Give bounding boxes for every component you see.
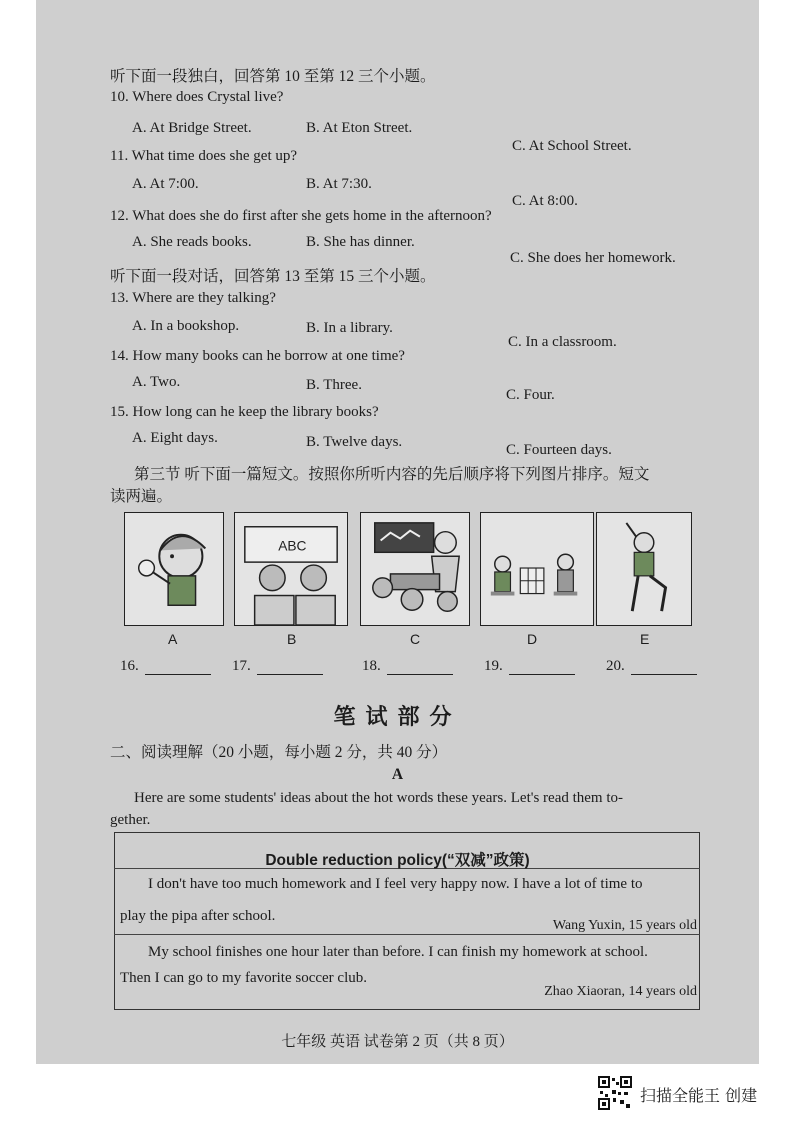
answer-blank-16[interactable]: 16. bbox=[120, 658, 211, 675]
answer-blank-20[interactable]: 20. bbox=[606, 658, 697, 675]
q10-option-c: C. At School Street. bbox=[512, 138, 632, 154]
q11-option-b: B. At 7:30. bbox=[306, 176, 372, 192]
section-intro-dialogue: 听下面一段对话，回答第 13 至第 15 三个小题。 bbox=[110, 268, 436, 285]
passage-letter: A bbox=[391, 766, 404, 783]
quote-1-cont: play the pipa after school. bbox=[120, 908, 276, 924]
q10-option-b: B. At Eton Street. bbox=[306, 120, 413, 136]
reading-header: 二、阅读理解（20 小题，每小题 2 分，共 40 分） bbox=[110, 744, 448, 761]
section-intro-monologue: 听下面一段独白，回答第 10 至第 12 三个小题。 bbox=[110, 68, 436, 85]
q11-option-a: A. At 7:00. bbox=[132, 176, 199, 192]
picture-label-a: A bbox=[168, 631, 178, 647]
question-11: 11. What time does she get up? bbox=[110, 148, 298, 164]
passage-intro-cont: gether. bbox=[110, 812, 151, 828]
written-section-title: 笔试部分 bbox=[333, 705, 462, 730]
answer-blank-17[interactable]: 17. bbox=[232, 658, 323, 675]
q14-option-b: B. Three. bbox=[306, 377, 362, 393]
quote-1: I don't have too much homework and I feel very happy now. I have a lot of time to bbox=[148, 876, 643, 892]
qr-code-icon bbox=[598, 1076, 632, 1110]
answer-blank-18[interactable]: 18. bbox=[362, 658, 453, 675]
quote-2-author: Zhao Xiaoran, 14 years old bbox=[544, 984, 697, 999]
picture-label-d: D bbox=[527, 631, 538, 647]
part3-instruction-cont: 读两遍。 bbox=[110, 488, 173, 505]
answer-blank-19[interactable]: 19. bbox=[484, 658, 575, 675]
part3-instruction: 第三节 听下面一篇短文。按照你所听内容的先后顺序将下列图片排序。短文 bbox=[134, 466, 650, 483]
scanner-watermark: 扫描全能王 创建 bbox=[640, 1086, 758, 1105]
exam-page bbox=[36, 0, 759, 1064]
question-10: 10. Where does Crystal live? bbox=[110, 89, 284, 105]
page-footer: 七年级 英语 试卷第 2 页（共 8 页） bbox=[281, 1034, 514, 1050]
q11-option-c: C. At 8:00. bbox=[512, 193, 578, 209]
question-13: 13. Where are they talking? bbox=[110, 290, 276, 306]
q10-option-a: A. At Bridge Street. bbox=[132, 120, 252, 136]
picture-d-two-children bbox=[480, 512, 594, 626]
q12-option-c: C. She does her homework. bbox=[510, 250, 676, 266]
picture-label-e: E bbox=[640, 631, 650, 647]
box-title: Double reduction policy(“双减”政策) bbox=[265, 852, 530, 869]
q15-option-a: A. Eight days. bbox=[132, 430, 218, 446]
question-15: 15. How long can he keep the library books? bbox=[110, 404, 379, 420]
boy-waving-icon bbox=[125, 513, 223, 625]
picture-label-b: B bbox=[287, 631, 297, 647]
q13-option-c: C. In a classroom. bbox=[508, 334, 617, 350]
q13-option-b: B. In a library. bbox=[306, 320, 393, 336]
quote-2: My school finishes one hour later than before. I can finish my homework at school. bbox=[148, 944, 648, 960]
picture-c-music-class bbox=[360, 512, 470, 626]
q14-option-c: C. Four. bbox=[506, 387, 555, 403]
q12-option-b: B. She has dinner. bbox=[306, 234, 415, 250]
q14-option-a: A. Two. bbox=[132, 374, 181, 390]
picture-a-boy-waving bbox=[124, 512, 224, 626]
picture-b-classroom bbox=[234, 512, 348, 626]
q13-option-a: A. In a bookshop. bbox=[132, 318, 240, 334]
q15-option-c: C. Fourteen days. bbox=[506, 442, 612, 458]
q12-option-a: A. She reads books. bbox=[132, 234, 252, 250]
question-14: 14. How many books can he borrow at one time? bbox=[110, 348, 405, 364]
picture-e-boy-exercising bbox=[596, 512, 692, 626]
passage-intro: Here are some students' ideas about the hot words these years. Let's read them to- bbox=[134, 790, 624, 806]
picture-label-c: C bbox=[410, 631, 421, 647]
box-divider bbox=[114, 934, 700, 935]
q15-option-b: B. Twelve days. bbox=[306, 434, 403, 450]
board-text: ABC bbox=[278, 538, 307, 554]
quote-1-author: Wang Yuxin, 15 years old bbox=[552, 918, 697, 933]
quote-2-cont: Then I can go to my favorite soccer club. bbox=[120, 970, 367, 986]
question-12: 12. What does she do first after she gets home in the afternoon? bbox=[110, 208, 492, 224]
